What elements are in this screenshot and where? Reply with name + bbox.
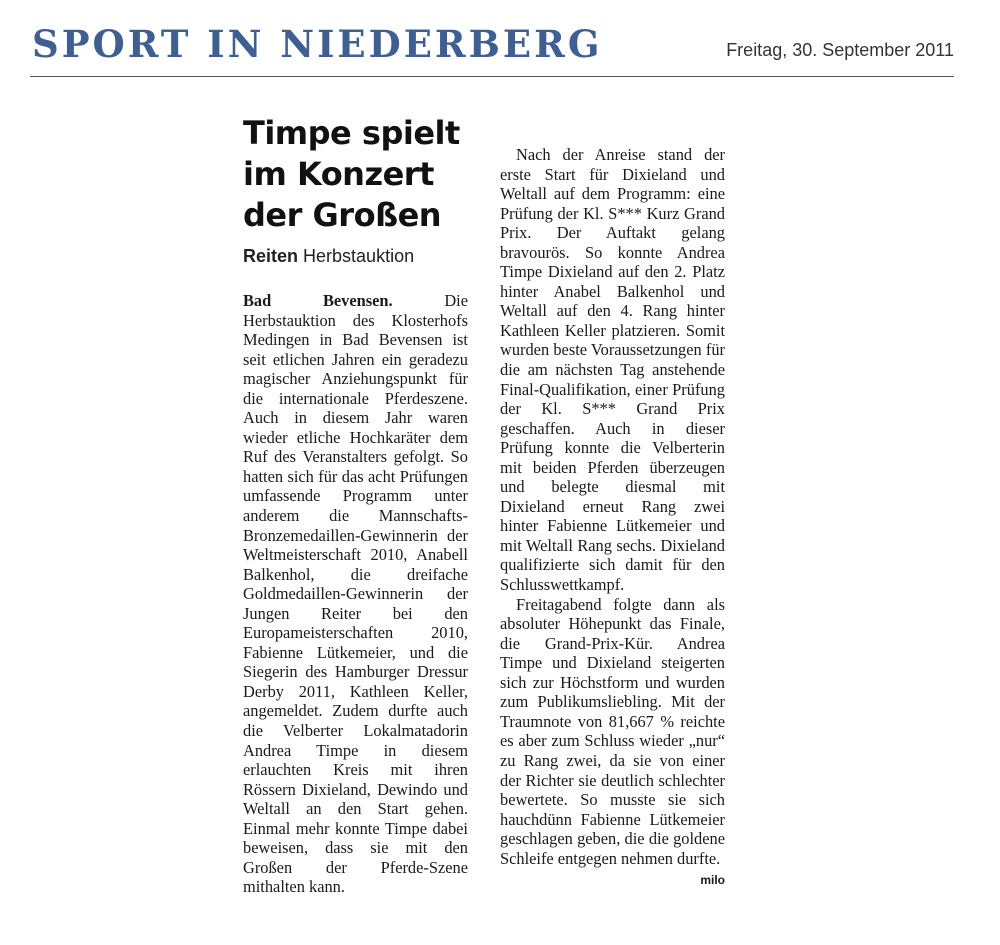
section-masthead: SPORT IN NIEDERBERG	[32, 22, 603, 66]
article-paragraph-2: Nach der Anreise stand der erste Start für Dixieland und Weltall auf dem Programm: eine Prüfung der Kl. S*** Kurz Grand Prix. Der Auftakt gelang bravourös. So konnte Andrea Timpe Dixieland auf den 2. Platz hinter Anabel Balkenhol und Weltall auf den 4. Rang hinter Kathleen Keller platzieren. Somit wurden beste Voraussetzungen für die am nächsten Tag anstehende Final-Qualifikation, einer Prüfung der Kl. S*** Grand Prix geschaffen. Auch in dieser Prüfung konnte die Velberterin mit beiden Pferden überzeugen und belegte diesmal mit Dixieland erneut Rang zwei hinter Fabienne Lütkemeier und mit Weltall Rang sechs. Dixieland qualifizierte sich damit für den Schlusswettkampf.	[500, 145, 725, 595]
author-signature: milo	[700, 873, 725, 888]
article-paragraph-3	[500, 594, 725, 888]
article-kicker	[243, 246, 483, 267]
kicker-subtopic: Herbstauktion	[303, 246, 415, 266]
paragraph-1-text: Die Herbstauktion des Klosterhofs Medingen in Bad Bevensen ist seit etlichen Jahren ein geradezu magischer Anziehungspunkt für die internationale Pferdeszene. Auch in diesem Jahr waren wieder etliche Hochkaräter dem Ruf des Veranstalters gefolgt. So hatten sich für das acht Prüfungen umfassende Programm unter anderem die Mannschafts-Bronzemedaillen-Gewinnerin der Weltmeisterschaft 2010, Anabell Balkenhol, die dreifache Goldmedaillen-Gewinnerin der Jungen Reiter bei den Europameisterschaften 2010, Fabienne Lütkemeier, und die Siegerin des Hamburger Dressur Derby 2011, Kathleen Keller, angemeldet. Zudem durfte auch die Velberter Lokalmatadorin Andrea Timpe in diesem erlauchten Kreis mit ihren Rössern Dixieland, Dewindo und Weltall an den Start gehen. Einmal mehr konnte Timpe dabei beweisen, dass sie mit den Großen der Pferde-Szene mithalten kann.	[243, 291, 468, 897]
article-column-1	[243, 291, 468, 897]
header-rule	[30, 76, 954, 77]
article-headline: Timpe spielt im Konzert der Großen	[243, 114, 460, 234]
article-dateline: Bad Bevensen.	[243, 291, 393, 310]
paragraph-3-text: Freitagabend folgte dann als absoluter Höhepunkt das Finale, die Grand-Prix-Kür. Andrea Timpe und Dixieland steigerten sich zur Höchstform und wurden zum Publikumsliebling. Mit der Traumnote von 81,667 % reichte es aber zum Schluss wieder „nur“ zu Rang zwei, da sie von einer der Richter sie deutlich schlechter bewertete. So musste sie sich hauchdünn Fabienne Lütkemeier geschlagen geben, die die goldene Schleife entgegen nehmen durfte.	[500, 594, 725, 868]
kicker-topic: Reiten	[243, 246, 299, 266]
article-column-2	[500, 145, 725, 891]
issue-date: Freitag, 30. September 2011	[726, 40, 954, 60]
article-paragraph-1	[243, 291, 468, 897]
